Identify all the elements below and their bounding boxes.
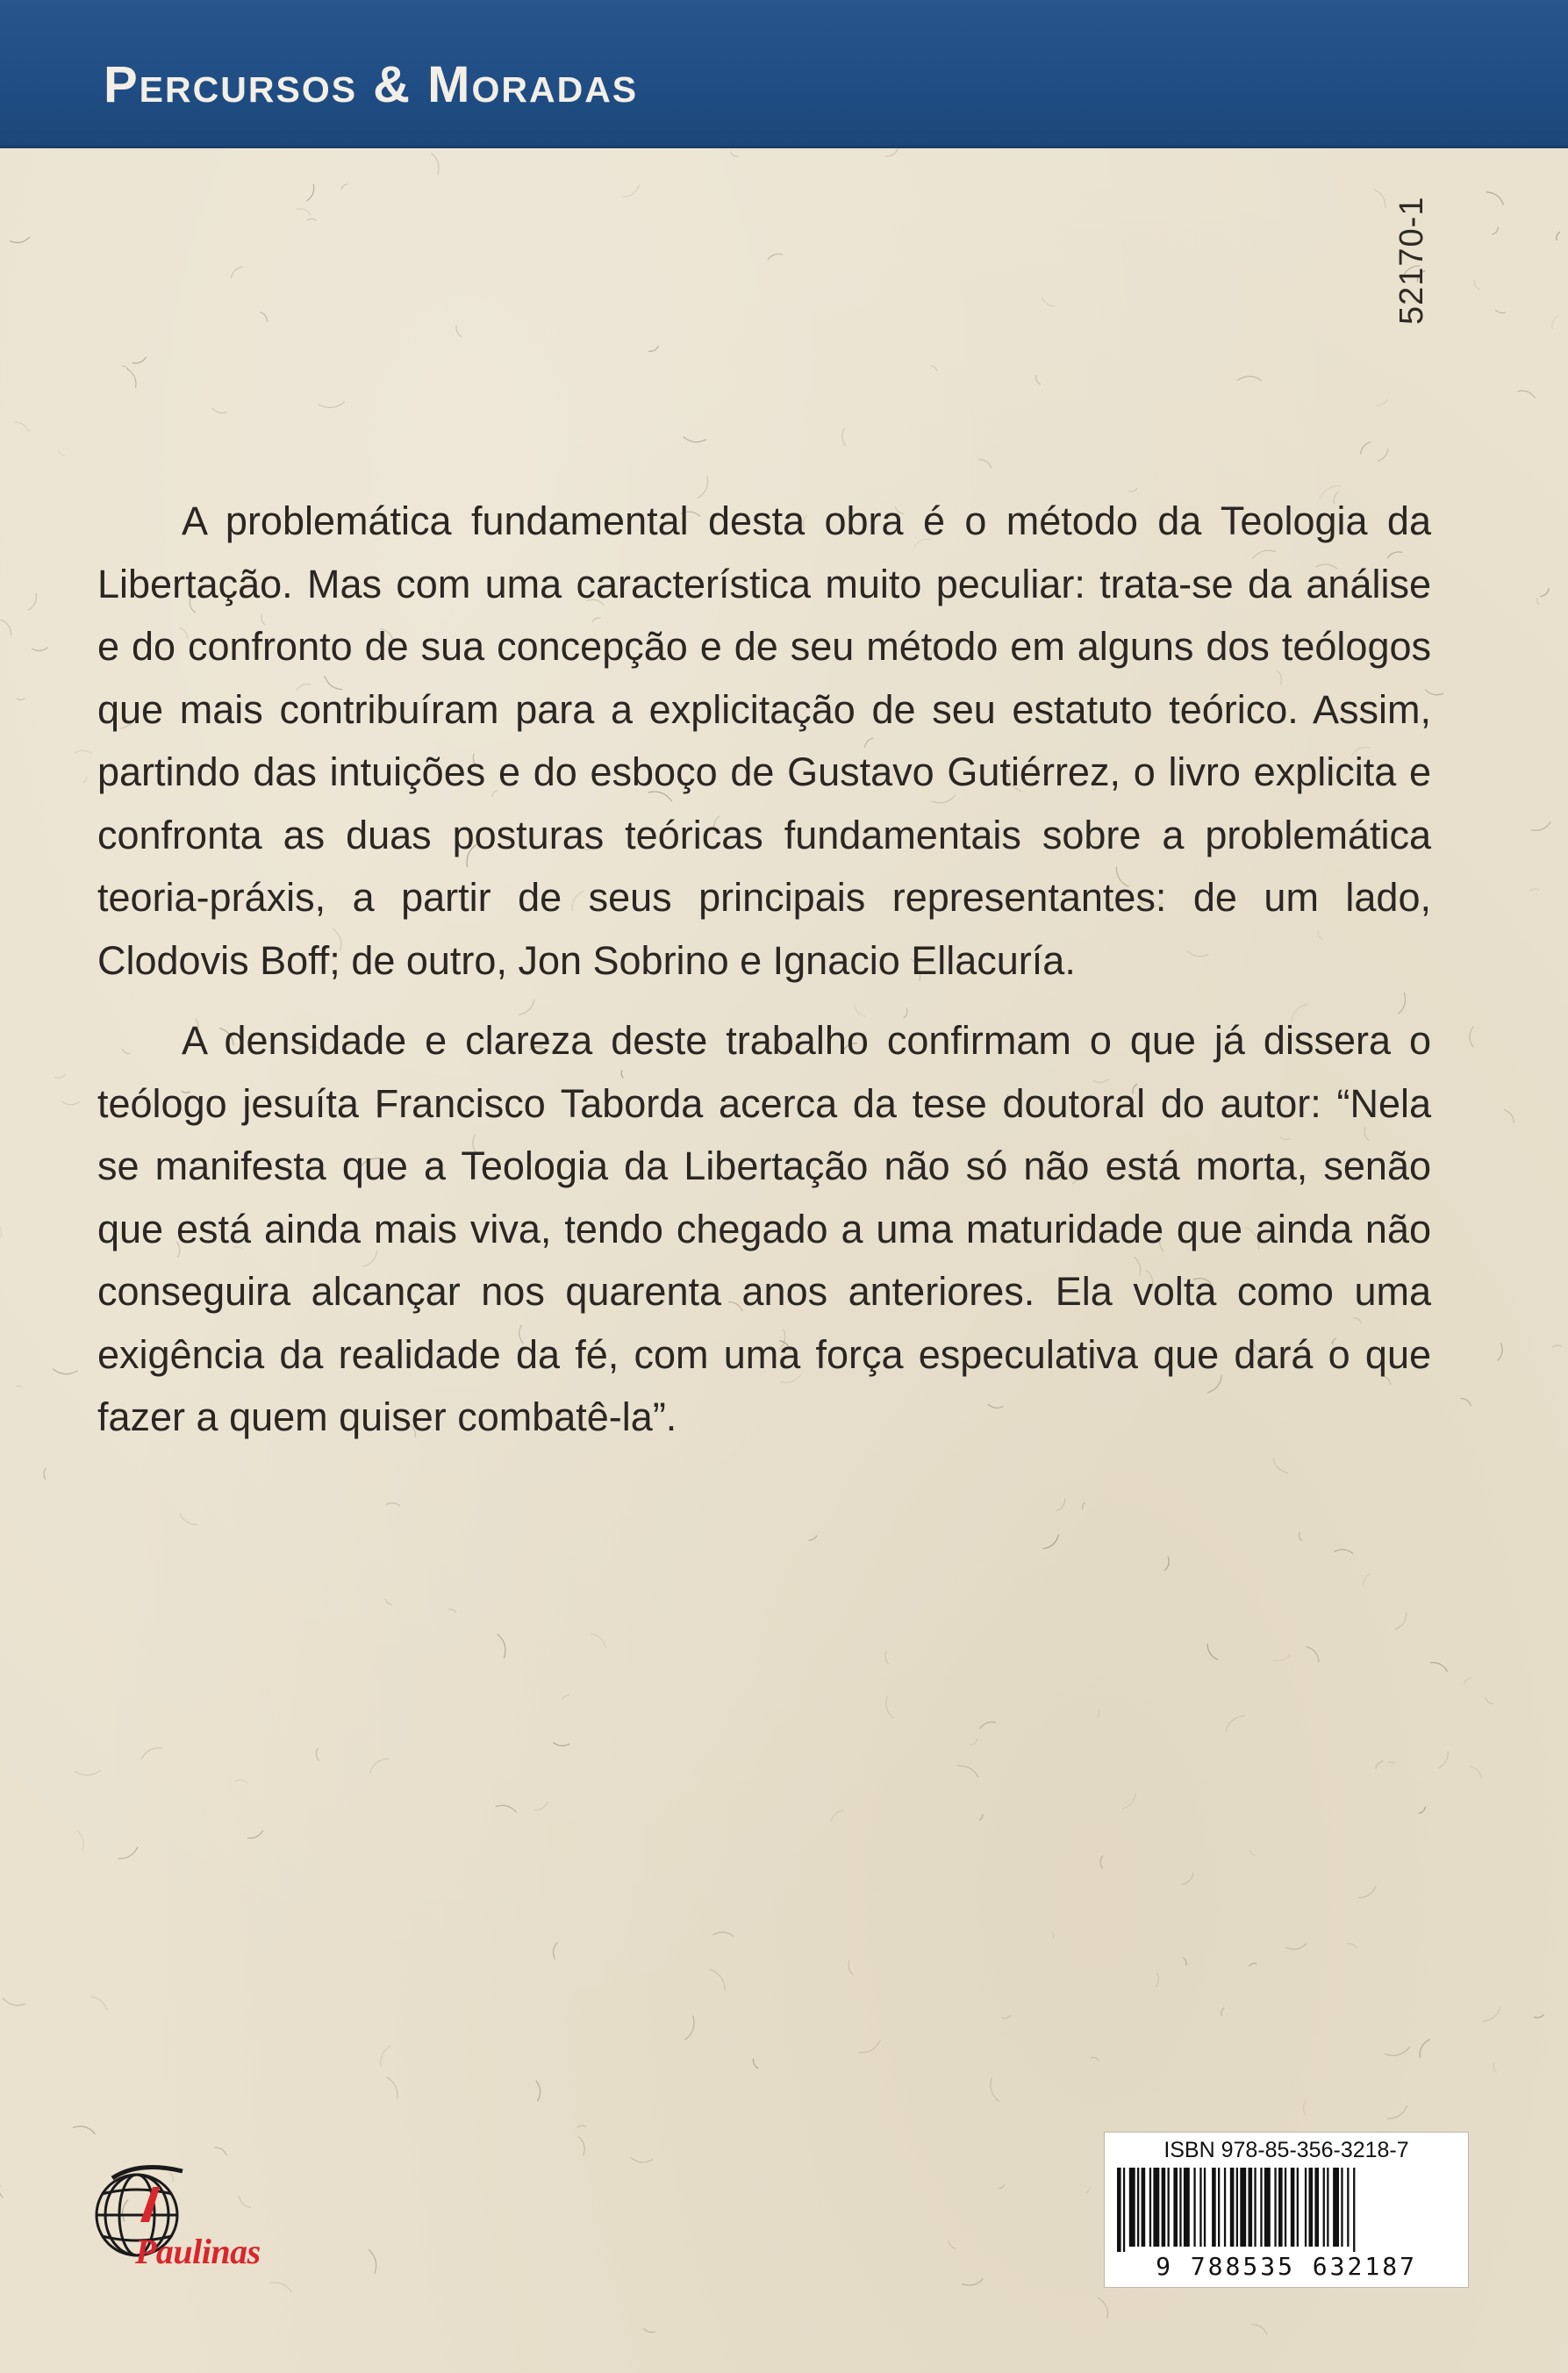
paper-fiber [141, 1748, 161, 1759]
paper-fiber [1056, 1499, 1065, 1511]
paper-fiber [369, 2250, 376, 2275]
paper-fiber [1498, 1343, 1502, 1361]
paper-fiber [885, 148, 899, 157]
paper-fiber [1249, 1963, 1257, 1966]
paper-fiber [1043, 1535, 1059, 1549]
paper-fiber [979, 1814, 983, 1820]
barcode-bar [1297, 2168, 1299, 2247]
barcode-bar [1291, 2168, 1295, 2247]
series-header-band [0, 0, 1568, 148]
barcode-bar [1274, 2168, 1276, 2247]
paper-fiber [1387, 2105, 1407, 2118]
paper-fiber [1358, 1886, 1376, 1897]
publisher-logo [86, 2161, 297, 2292]
paper-fiber [578, 2137, 584, 2155]
blurb-paragraph-2: A densidade e clareza deste trabalho confirmam o que já dissera o teólogo jesuíta Francisco Taborda acerca da tese doutoral do autor: “Nela se manifesta que a Teologia da Libertação não só não está morta, senão que está ainda mais viva, tendo chegado a uma maturidade que ainda não conseguira alcançar nos quarenta anos anteriores. Ela volta como uma exigência da realidade da fé, com uma força especulativa que dará o que fazer a quem quiser combatê-la”. [97, 1018, 1431, 1439]
paper-fiber [16, 1386, 23, 1387]
paper-fiber [859, 2040, 880, 2053]
blurb-text [97, 490, 1431, 1466]
paper-fiber [970, 1739, 977, 1745]
paper-fiber [991, 2078, 999, 2102]
paper-fiber [648, 346, 659, 351]
paper-fiber [1461, 1398, 1471, 1406]
paper-fiber [1540, 588, 1549, 596]
paper-fiber [1042, 297, 1056, 306]
paper-fiber [3, 1997, 25, 2005]
paper-fiber [0, 1225, 2, 1237]
paper-fiber [631, 2158, 653, 2162]
paper-fiber [1123, 1793, 1136, 1809]
barcode-bar [1249, 2168, 1253, 2247]
paper-fiber [32, 648, 48, 651]
paper-fiber [319, 402, 344, 408]
paper-fiber [1237, 376, 1262, 381]
barcode-bar [1347, 2168, 1349, 2247]
paper-fiber [553, 1742, 569, 1746]
paper-fiber [1493, 2062, 1496, 2073]
barcode-bar [1314, 2168, 1319, 2247]
paper-fiber [1385, 2047, 1410, 2055]
paper-fiber [212, 408, 226, 413]
paper-fiber [1430, 1663, 1448, 1672]
barcode-bar [1137, 2168, 1139, 2247]
paper-fiber [132, 357, 147, 363]
barcode-bar [1264, 2168, 1271, 2247]
paper-fiber [885, 1652, 889, 1664]
paper-fiber [14, 422, 29, 432]
paper-fiber [1552, 316, 1558, 330]
paper-fiber [710, 1969, 726, 1990]
paper-fiber [1378, 448, 1388, 462]
paper-fiber [17, 699, 25, 700]
paper-fiber [684, 436, 706, 441]
barcode-bar [1333, 2168, 1339, 2247]
isbn-barcode [1104, 2132, 1469, 2288]
paper-fiber [644, 2328, 656, 2332]
paper-fiber [1098, 2298, 1108, 2319]
paper-fiber [498, 1634, 505, 1659]
paper-fiber [1347, 1944, 1357, 1948]
paper-fiber [1300, 1532, 1302, 1541]
paper-fiber [61, 1101, 80, 1105]
paper-fiber [1438, 1751, 1448, 1767]
paper-fiber [1474, 280, 1480, 290]
paper-fiber [1221, 2008, 1225, 2016]
paper-fiber [118, 1846, 139, 1858]
paper-fiber [1052, 1932, 1054, 1939]
paper-fiber [385, 1599, 392, 1605]
blurb-paragraph-1: A problemática fundamental desta obra é o método da Teologia da Libertação. Mas com uma característica muito peculiar: trata-se da análise e do confronto de sua concepção e de seu método em alguns dos teólogos que mais contribuíram para a explicitação de seu estatuto teórico. Assim, partindo das intuições e do esboço de Gustavo Gutiérrez, o livro explicita e confronta as duas posturas teóricas fundamentais sobre a problemática teoria-práxis, a partir de seus principais representantes: de um lado, Clodovis Boff; de outro, Jon Sobrino e Ignacio Ellacuría. [97, 498, 1431, 983]
barcode-bar [1123, 2168, 1125, 2252]
paper-fiber [260, 312, 267, 322]
barcode-bar [1212, 2168, 1216, 2247]
barcode-bar [1162, 2168, 1166, 2247]
paper-fiber [999, 2184, 1005, 2189]
paper-fiber [10, 237, 30, 243]
paper-fiber [75, 1770, 101, 1775]
paper-fiber [1251, 2325, 1267, 2335]
paper-fiber [731, 152, 739, 157]
paper-fiber [980, 1722, 997, 1729]
paper-fiber [180, 1513, 198, 1524]
paper-fiber [1097, 1710, 1099, 1717]
paper-fiber [931, 366, 937, 371]
paper-fiber [55, 1074, 66, 1078]
paper-fiber [1303, 2100, 1306, 2115]
paper-fiber [1470, 1027, 1473, 1048]
paper-fiber [296, 209, 311, 215]
paper-fiber [316, 1748, 319, 1760]
isbn-label: ISBN 978-85-356-3218-7 [1163, 2138, 1409, 2162]
paper-fiber [534, 1802, 548, 1810]
paper-fiber [247, 1831, 263, 1839]
paper-fiber [381, 2046, 390, 2067]
paper-fiber [127, 369, 136, 388]
paper-fiber [496, 1805, 517, 1812]
paper-fiber [831, 1810, 844, 1822]
paper-fiber [1307, 1646, 1320, 1662]
paper-fiber [1100, 1856, 1103, 1869]
paper-fiber [58, 450, 65, 455]
paper-fiber [1486, 192, 1504, 205]
paper-fiber [53, 1369, 77, 1374]
paper-fiber [554, 1942, 558, 1959]
barcode-bar [1285, 2168, 1286, 2247]
paper-fiber [432, 154, 440, 176]
barcode-bar [1173, 2168, 1178, 2247]
barcode-bar [1341, 2168, 1342, 2247]
barcode-bar [1149, 2168, 1151, 2247]
paper-fiber [957, 1766, 978, 1777]
barcode-bar [1193, 2168, 1195, 2247]
barcode-bar [1117, 2168, 1121, 2252]
paper-fiber [1420, 2040, 1430, 2058]
paper-fiber [1469, 1767, 1482, 1779]
barcode-bars [1113, 2168, 1459, 2252]
paper-fiber [73, 2126, 95, 2134]
paper-fiber [1376, 1761, 1384, 1769]
paper-fiber [1531, 821, 1551, 830]
paper-fiber [386, 1503, 400, 1507]
paper-fiber [1518, 391, 1536, 398]
barcode-bar [1240, 2168, 1246, 2247]
paper-fiber [44, 1468, 46, 1480]
paper-fiber [1388, 1762, 1395, 1764]
barcode-bar [1309, 2168, 1314, 2247]
barcode-bar [1260, 2168, 1262, 2247]
paper-fiber [77, 1831, 83, 1851]
paper-fiber [1376, 399, 1387, 405]
paper-fiber [1464, 1678, 1471, 1685]
paper-fiber [1493, 227, 1499, 235]
paper-fiber [1334, 1550, 1353, 1554]
barcode-bar [1353, 2168, 1355, 2252]
paper-fiber [387, 2077, 397, 2099]
paper-fiber [562, 1696, 570, 1700]
paper-fiber [214, 2147, 226, 2155]
paper-fiber [1395, 1612, 1406, 1629]
paper-fiber [848, 1960, 853, 1975]
paper-fiber [232, 267, 243, 278]
paper-fiber [1285, 1943, 1307, 1949]
paper-fiber [341, 184, 347, 190]
paper-fiber [623, 185, 640, 197]
paper-fiber [75, 750, 92, 754]
paper-fiber [577, 2126, 587, 2127]
paper-fiber [91, 1997, 107, 2010]
paper-fiber [82, 777, 87, 783]
paper-fiber [1156, 1973, 1159, 1988]
barcode-bar [1153, 2168, 1159, 2247]
paper-fiber [1363, 1574, 1371, 1586]
paper-fiber [1250, 1851, 1257, 1856]
paper-fiber [949, 2240, 956, 2248]
paper-fiber [1083, 1502, 1085, 1509]
paper-fiber [1207, 1644, 1218, 1660]
barcode-bar [1204, 2168, 1206, 2247]
paper-fiber [306, 184, 313, 201]
paper-fiber [1091, 2058, 1099, 2061]
paper-fiber [842, 427, 846, 446]
paper-fiber [1182, 1873, 1193, 1885]
barcode-bar [1230, 2168, 1235, 2247]
paper-fiber [1001, 2016, 1011, 2018]
barcode-bar [1142, 2168, 1146, 2247]
paper-fiber [306, 219, 316, 220]
paper-fiber [370, 1759, 390, 1773]
paper-fiber [753, 2059, 758, 2068]
paper-fiber [1164, 1557, 1169, 1571]
barcode-bar [1199, 2168, 1201, 2247]
paper-fiber [1504, 1110, 1514, 1123]
barcode-bar [1254, 2168, 1256, 2247]
paper-fiber [1534, 2015, 1544, 2018]
paper-fiber [536, 2081, 541, 2102]
paper-fiber [1557, 232, 1560, 240]
paper-fiber [1486, 1697, 1493, 1704]
paper-fiber [1184, 1958, 1186, 1966]
paper-fiber [1374, 190, 1385, 208]
barcode-bar [1179, 2168, 1181, 2247]
paper-fiber [591, 1634, 605, 1649]
paper-fiber [28, 593, 37, 611]
paper-fiber [1361, 442, 1371, 455]
paper-fiber [1482, 2006, 1500, 2022]
barcode-bar [1323, 2168, 1325, 2247]
paper-fiber [1226, 1716, 1245, 1731]
paper-fiber [456, 326, 462, 337]
paper-fiber [809, 1536, 817, 1540]
barcode-bar [1224, 2168, 1226, 2247]
paper-fiber [1085, 2187, 1090, 2193]
paper-fiber [685, 2016, 694, 2040]
paper-fiber [1495, 310, 1506, 313]
barcode-bar [1327, 2168, 1328, 2247]
series-title: Percursos & Moradas [104, 56, 639, 113]
catalog-code: 52170-1 [1393, 196, 1430, 325]
ean-digits: 9 788535 632187 [1156, 2252, 1417, 2281]
paper-fiber [712, 1932, 734, 1937]
barcode-bar [1236, 2168, 1238, 2247]
paper-fiber [234, 1780, 247, 1783]
paper-fiber [1036, 375, 1041, 384]
paper-fiber [962, 2279, 983, 2286]
paper-fiber [0, 2185, 4, 2197]
publisher-name: Paulinas [135, 2232, 261, 2271]
barcode-bar [1278, 2168, 1283, 2247]
barcode-bar [1305, 2168, 1307, 2247]
paper-fiber [1537, 598, 1539, 605]
paper-fiber [1529, 889, 1540, 892]
barcode-bar [1129, 2168, 1135, 2247]
barcode-bar [1184, 2168, 1190, 2247]
paper-fiber [886, 1696, 894, 1718]
paper-fiber [1273, 1654, 1291, 1660]
barcode-bar [1168, 2168, 1170, 2247]
paper-fiber [978, 460, 992, 469]
barcode-bar [1218, 2168, 1220, 2247]
paper-fiber [1419, 1807, 1426, 1814]
paper-fiber [1, 620, 11, 635]
paper-fiber [448, 1609, 456, 1613]
paper-fiber [1552, 1345, 1562, 1348]
paper-fiber [768, 254, 783, 260]
